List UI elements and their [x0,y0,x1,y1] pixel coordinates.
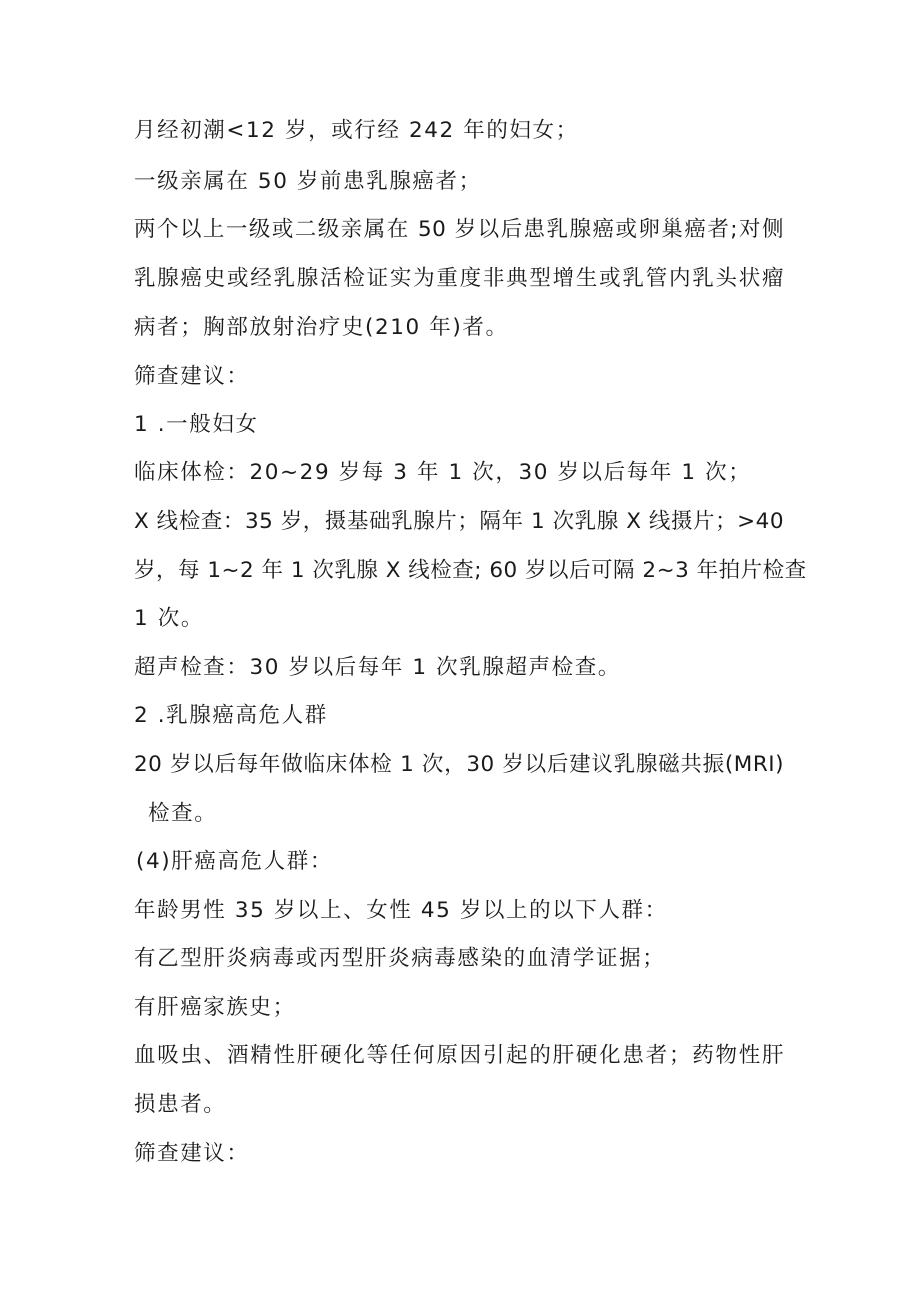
text-line: 有肝癌家族史； [134,995,296,1020]
section-heading: (4)肝癌高危人群： [136,849,333,874]
text-line: 有乙型肝炎病毒或丙型肝炎病毒感染的血清学证据； [134,946,666,971]
subsection-heading: 2 .乳腺癌高危人群 [134,703,328,728]
section-heading: 筛查建议： [134,364,250,389]
text-line: 一级亲属在 50 岁前患乳腺癌者； [134,169,482,194]
text-line: 月经初潮<12 岁，或行经 242 年的妇女； [134,118,579,143]
text-line: 年龄男性 35 岁以上、女性 45 岁以上的以下人群： [134,898,668,923]
section-heading: 筛查建议： [134,1141,250,1166]
text-line: 20 岁以后每年做临床体检 1 次，30 岁以后建议乳腺磁共振(MRI) [134,752,784,777]
text-line: 超声检查：30 岁以后每年 1 次乳腺超声检查。 [134,655,621,680]
text-line: 临床体检：20~29 岁每 3 年 1 次，30 岁以后每年 1 次； [134,460,752,485]
subsection-heading: 1 .一般妇女 [134,412,259,437]
text-line: 1 次。 [134,606,204,631]
text-line: 岁，每 1~2 年 1 次乳腺 X 线检查; 60 岁以后可隔 2~3 年拍片检查 [134,558,807,583]
text-line: 乳腺癌史或经乳腺活检证实为重度非典型增生或乳管内乳头状瘤 [134,266,784,291]
text-line: X 线检查：35 岁，摄基础乳腺片；隔年 1 次乳腺 X 线摄片；>40 [134,509,784,534]
text-line: 检查。 [148,801,218,826]
text-line: 损患者。 [134,1092,227,1117]
text-line: 病者；胸部放射治疗史(210 年)者。 [134,315,509,340]
text-line: 两个以上一级或二级亲属在 50 岁以后患乳腺癌或卵巢癌者;对侧 [134,217,784,242]
text-line: 血吸虫、酒精性肝硬化等任何原因引起的肝硬化患者；药物性肝 [134,1043,784,1068]
